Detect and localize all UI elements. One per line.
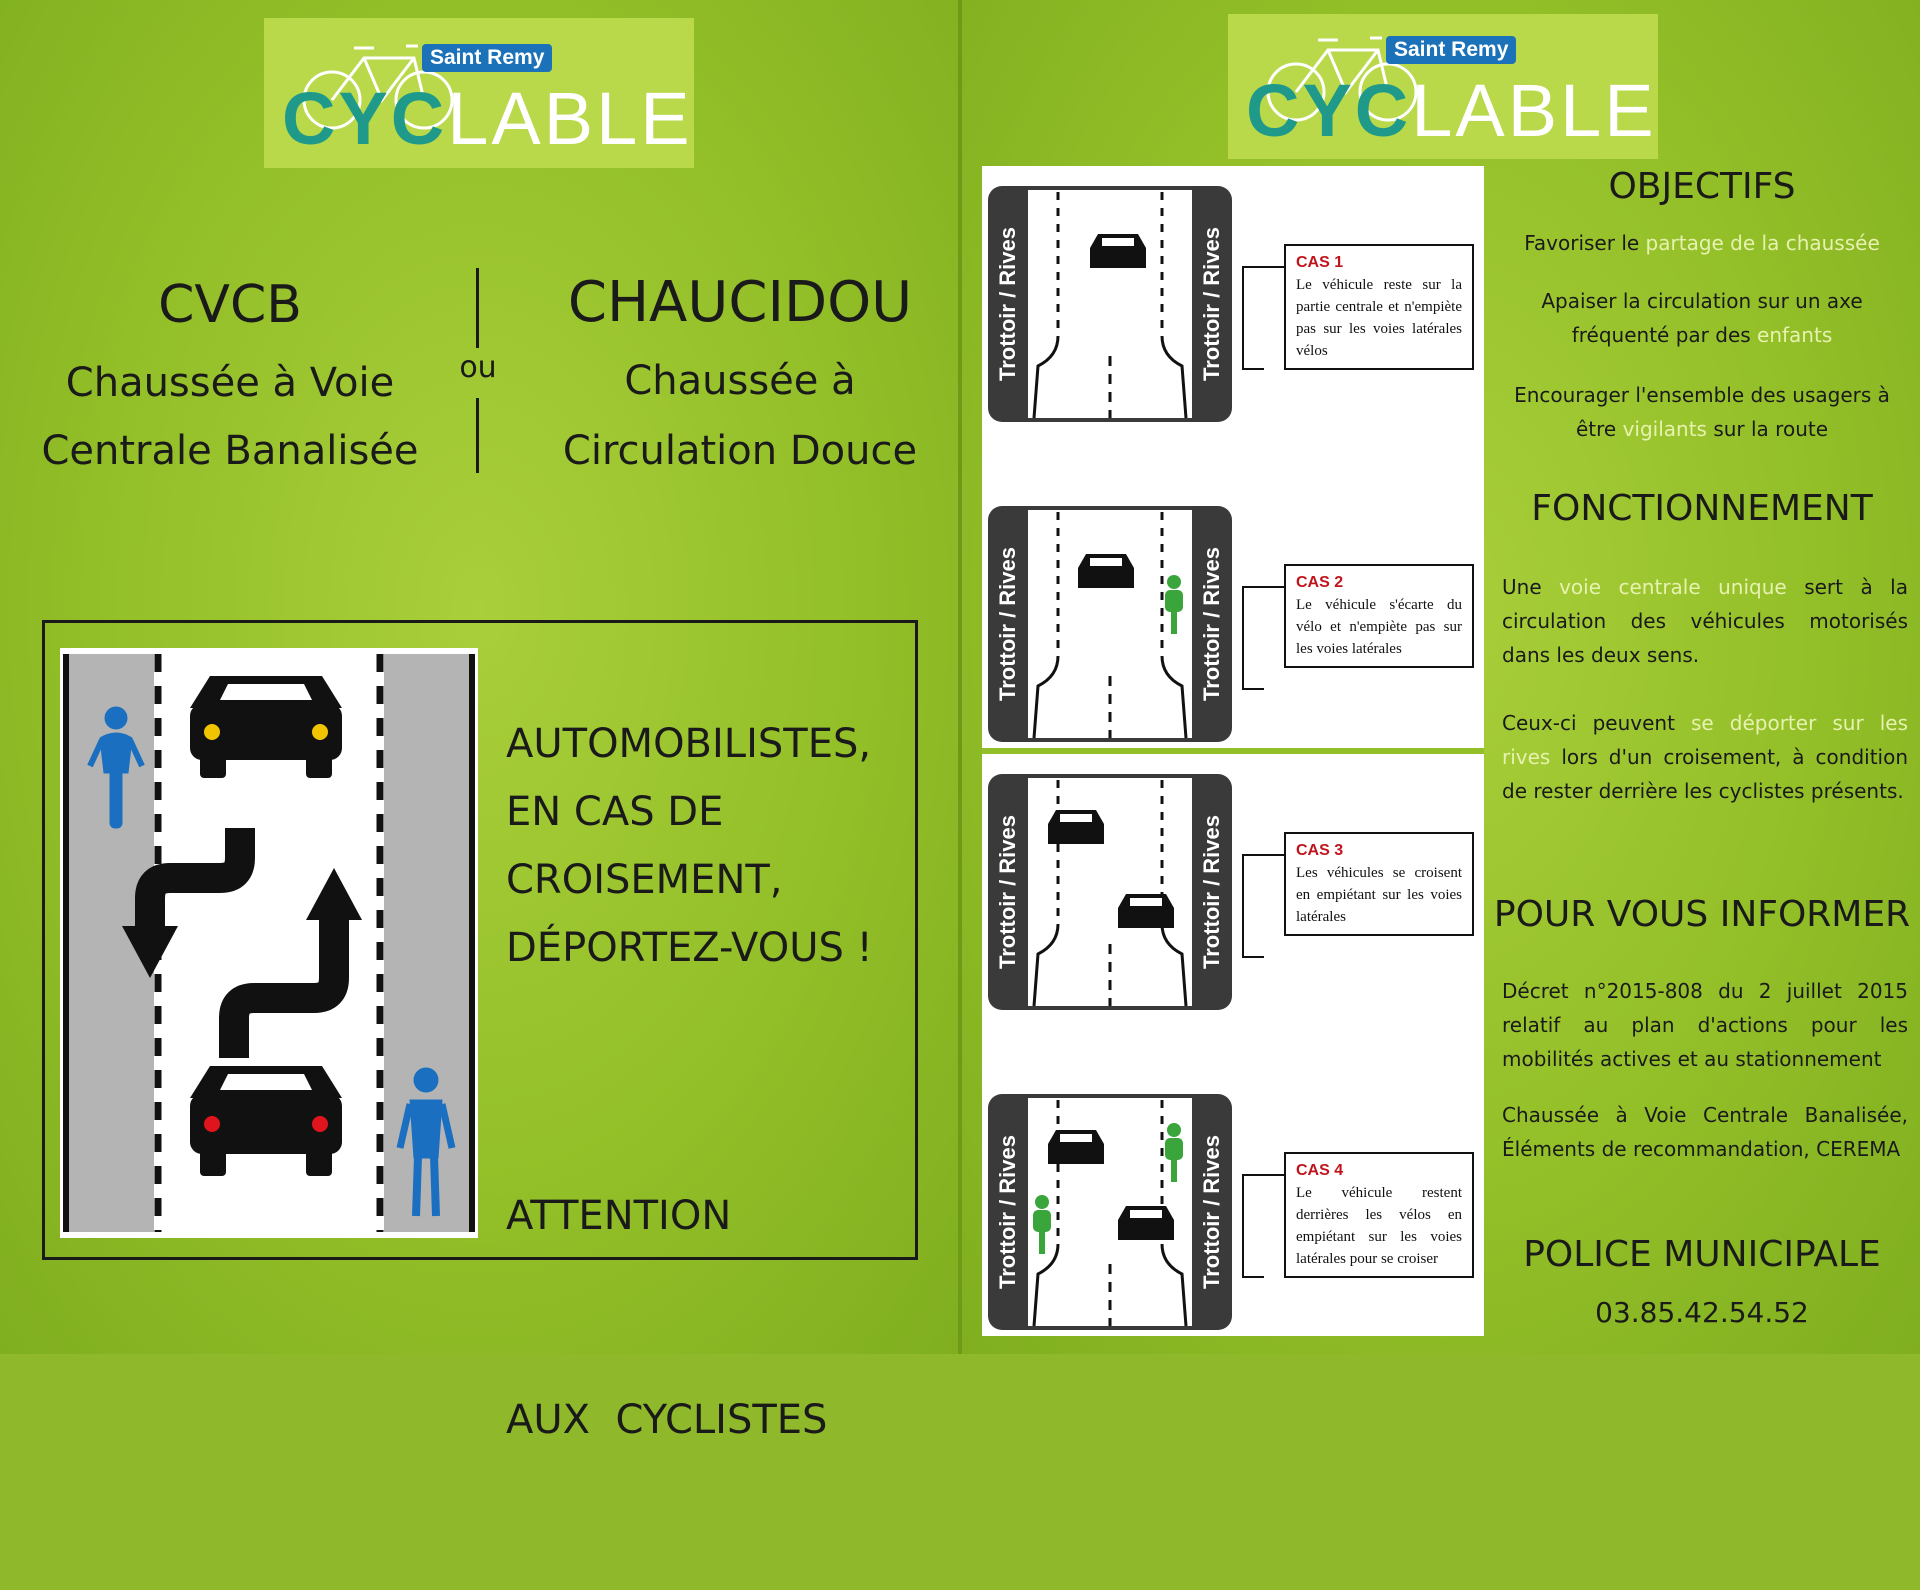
objectif-3-text-end: sur la route xyxy=(1706,417,1829,441)
informer-decret: Décret n°2015-808 du 2 juillet 2015 relatif au plan d'actions pour les mobilités actives et au stationnement xyxy=(1502,979,1908,1071)
road-diagram xyxy=(60,648,478,1238)
informer-title: POUR VOUS INFORMER xyxy=(1493,894,1911,935)
vertical-divider-top xyxy=(476,268,479,348)
objectif-2-highlight: enfants xyxy=(1757,323,1833,347)
road-label-right: Trottoir / Rives xyxy=(1199,814,1224,970)
road-label-left: Trottoir / Rives xyxy=(995,546,1020,702)
road-label-left: Trottoir / Rives xyxy=(995,226,1020,382)
cyclable-logo xyxy=(264,18,694,168)
fonctionnement-1-text-end: sert à la circulation des véhicules motorisés dans les deux sens. xyxy=(1502,575,1908,667)
road-diagram-case-2 xyxy=(988,506,1232,742)
police-title: POLICE MUNICIPALE xyxy=(1523,1234,1881,1275)
cvcb-title: CVCB xyxy=(158,275,302,335)
case-description: Le véhicule restent derrières les vélos en empiétant sur les voies latérales pour se croiser xyxy=(1296,1185,1462,1267)
logo-able: LABLE xyxy=(447,77,693,160)
case-bracket xyxy=(1242,854,1264,958)
case-bracket xyxy=(1242,1174,1264,1278)
cvcb-line1: Chaussée à Voie xyxy=(65,360,395,406)
objectif-3-text: Encourager l'ensemble des usagers à être xyxy=(1514,383,1890,441)
case-bracket-tick xyxy=(1262,1174,1284,1176)
car-icon xyxy=(1048,1130,1104,1164)
logo-cyc-right: CYC xyxy=(1246,69,1412,152)
attention-text xyxy=(506,1046,827,1590)
car-icon xyxy=(1078,554,1134,588)
logo-able-right: LABLE xyxy=(1411,69,1657,152)
road-diagram-case-3 xyxy=(988,774,1232,1010)
objectif-3-highlight: vigilants xyxy=(1622,417,1707,441)
fonctionnement-1 xyxy=(1502,570,1908,672)
attention-line-1: ATTENTION xyxy=(506,1193,732,1239)
car-icon xyxy=(1118,1206,1174,1240)
road-diagram-case-4 xyxy=(988,1094,1232,1330)
town-label: Saint Remy xyxy=(422,44,552,72)
objectif-1 xyxy=(1492,226,1912,260)
case-title: CAS 2 xyxy=(1296,574,1344,591)
logo-wordmark xyxy=(282,76,693,161)
case-box xyxy=(1284,832,1474,936)
case-description: Le véhicule reste sur la partie centrale et n'empiète pas sur les voies latérales vélos xyxy=(1296,277,1462,359)
case-box xyxy=(1284,564,1474,668)
fonctionnement-2-text: Ceux-ci peuvent xyxy=(1502,711,1691,735)
fonctionnement-2-highlight: se déporter sur les rives xyxy=(1502,711,1909,769)
chaucidou-line1: Chaussée à xyxy=(624,358,856,404)
car-icon xyxy=(1118,894,1174,928)
road-diagram-case-1 xyxy=(988,186,1232,422)
chaucidou-line2: Circulation Douce xyxy=(562,428,918,474)
road-label-left: Trottoir / Rives xyxy=(995,1134,1020,1290)
fonctionnement-2-text-end: lors d'un croisement, à condition de rester derrière les cyclistes présents. xyxy=(1502,745,1908,803)
case-bracket-tick xyxy=(1262,586,1284,588)
objectif-2-text: Apaiser la circulation sur un axe fréquenté par des xyxy=(1541,289,1863,347)
cases-sheet-gap xyxy=(982,748,1484,754)
or-label: ou xyxy=(459,350,497,385)
case-title: CAS 3 xyxy=(1296,842,1344,859)
case-bracket xyxy=(1242,266,1264,370)
warning-line-1: AUTOMOBILISTES, xyxy=(506,721,872,767)
case-bracket-tick xyxy=(1262,854,1284,856)
right-panel xyxy=(962,0,1920,1354)
case-box xyxy=(1284,1152,1474,1278)
chaucidou-title: CHAUCIDOU xyxy=(567,270,913,335)
police-phone: 03.85.42.54.52 xyxy=(1595,1296,1809,1329)
road-label-left: Trottoir / Rives xyxy=(995,814,1020,970)
objectif-2 xyxy=(1492,284,1912,352)
logo-cyc: CYC xyxy=(282,77,448,160)
objectif-1-text: Favoriser le xyxy=(1524,231,1646,255)
informer-cerema: Chaussée à Voie Centrale Banalisée, Éléments de recommandation, CEREMA xyxy=(1502,1103,1908,1161)
fonctionnement-1-highlight: voie centrale unique xyxy=(1559,575,1787,599)
case-bracket xyxy=(1242,586,1264,690)
warning-line-3: CROISEMENT, xyxy=(506,857,783,903)
attention-line-2: AUX CYCLISTES xyxy=(506,1397,828,1443)
warning-text xyxy=(506,710,873,982)
objectifs-title: OBJECTIFS xyxy=(1608,166,1796,207)
fonctionnement-2 xyxy=(1502,706,1908,808)
fonctionnement-1-text: Une xyxy=(1502,575,1560,599)
left-panel xyxy=(0,0,958,1443)
fonctionnement-title: FONCTIONNEMENT xyxy=(1531,488,1873,529)
road-label-right: Trottoir / Rives xyxy=(1199,1134,1224,1290)
logo-wordmark-right xyxy=(1246,68,1657,153)
car-icon xyxy=(1048,810,1104,844)
case-description: Le véhicule s'écarte du vélo et n'empiète pas sur les voies latérales xyxy=(1296,597,1462,657)
case-description: Les véhicules se croisent en empiétant sur les voies latérales xyxy=(1296,865,1462,925)
case-title: CAS 4 xyxy=(1296,1162,1344,1179)
objectif-1-highlight: partage de la chaussée xyxy=(1645,231,1880,255)
cvcb-line2: Centrale Banalisée xyxy=(41,428,419,474)
road-label-right: Trottoir / Rives xyxy=(1199,546,1224,702)
cyclable-logo-right xyxy=(1228,14,1658,159)
case-bracket-tick xyxy=(1262,266,1284,268)
objectif-3 xyxy=(1492,378,1912,446)
case-title: CAS 1 xyxy=(1296,254,1344,271)
warning-line-2: EN CAS DE xyxy=(506,789,724,835)
case-box xyxy=(1284,244,1474,370)
car-icon xyxy=(1090,234,1146,268)
road-label-right: Trottoir / Rives xyxy=(1199,226,1224,382)
vertical-divider-bottom xyxy=(476,398,479,473)
town-label-right: Saint Remy xyxy=(1386,36,1516,64)
warning-line-4: DÉPORTEZ-VOUS ! xyxy=(506,925,873,971)
